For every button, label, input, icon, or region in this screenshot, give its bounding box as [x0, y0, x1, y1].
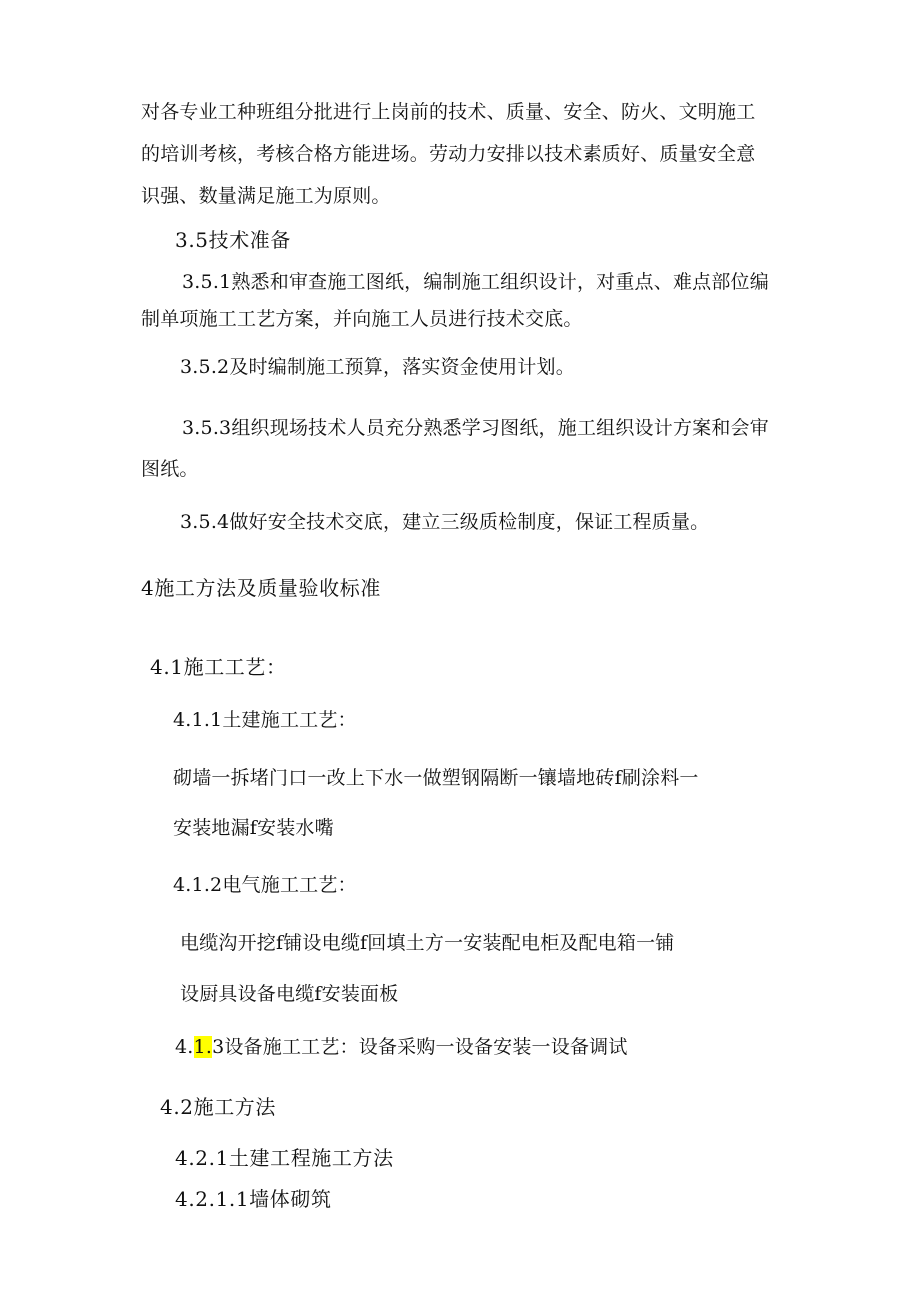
paragraph-training-line-1: 对各专业工种班组分批进行上岗前的技术、质量、安全、防火、文明施工: [141, 101, 756, 123]
paragraph-training-line-2: 的培训考核，考核合格方能进场。劳动力安排以技术素质好、质量安全意: [141, 143, 756, 165]
item-3-5-1-line-1: 3.5.1熟悉和审查施工图纸，编制施工组织设计，对重点、难点部位编: [182, 271, 769, 293]
item-4-1-2-line-2: 设厨具设备电缆f安装面板: [180, 983, 399, 1005]
item-4-1-3-rest: 3设备施工工艺：设备采购一设备安装一设备调试: [212, 1036, 628, 1058]
item-4-1-3-highlight: 1.: [193, 1036, 213, 1058]
section-4-heading: 4施工方法及质量验收标准: [141, 576, 381, 600]
section-4-1-heading: 4.1施工工艺：: [150, 655, 287, 679]
item-3-5-2: 3.5.2及时编制施工预算，落实资金使用计划。: [180, 356, 575, 378]
item-3-5-3-line-1: 3.5.3组织现场技术人员充分熟悉学习图纸，施工组织设计方案和会审: [182, 417, 769, 439]
section-4-2-1-1-heading: 4.2.1.1墙体砌筑: [175, 1187, 332, 1211]
item-3-5-4: 3.5.4做好安全技术交底，建立三级质检制度，保证工程质量。: [180, 511, 710, 533]
section-3-5-heading: 3.5技术准备: [175, 228, 292, 252]
item-4-1-2-line-1: 电缆沟开挖f铺设电缆f回填土方一安装配电柜及配电箱一铺: [180, 932, 675, 954]
paragraph-training-line-3: 识强、数量满足施工为原则。: [141, 185, 391, 207]
item-4-1-2-title: 4.1.2电气施工工艺：: [173, 874, 357, 896]
section-4-2-1-heading: 4.2.1土建工程施工方法: [175, 1146, 394, 1170]
item-3-5-1-line-2: 制单项施工工艺方案，并向施工人员进行技术交底。: [141, 308, 583, 330]
item-4-1-3: [175, 1034, 628, 1060]
item-4-1-3-prefix: 4.: [175, 1036, 194, 1058]
item-4-1-1-title: 4.1.1土建施工工艺：: [173, 709, 357, 731]
item-3-5-3-line-2: 图纸。: [141, 458, 199, 480]
item-4-1-1-line-2: 安装地漏f安装水嘴: [173, 817, 334, 839]
section-4-2-heading: 4.2施工方法: [160, 1095, 277, 1119]
item-4-1-1-line-1: 砌墙一拆堵门口一改上下水一做塑钢隔断一镶墙地砖f刷涂料一: [173, 767, 699, 789]
